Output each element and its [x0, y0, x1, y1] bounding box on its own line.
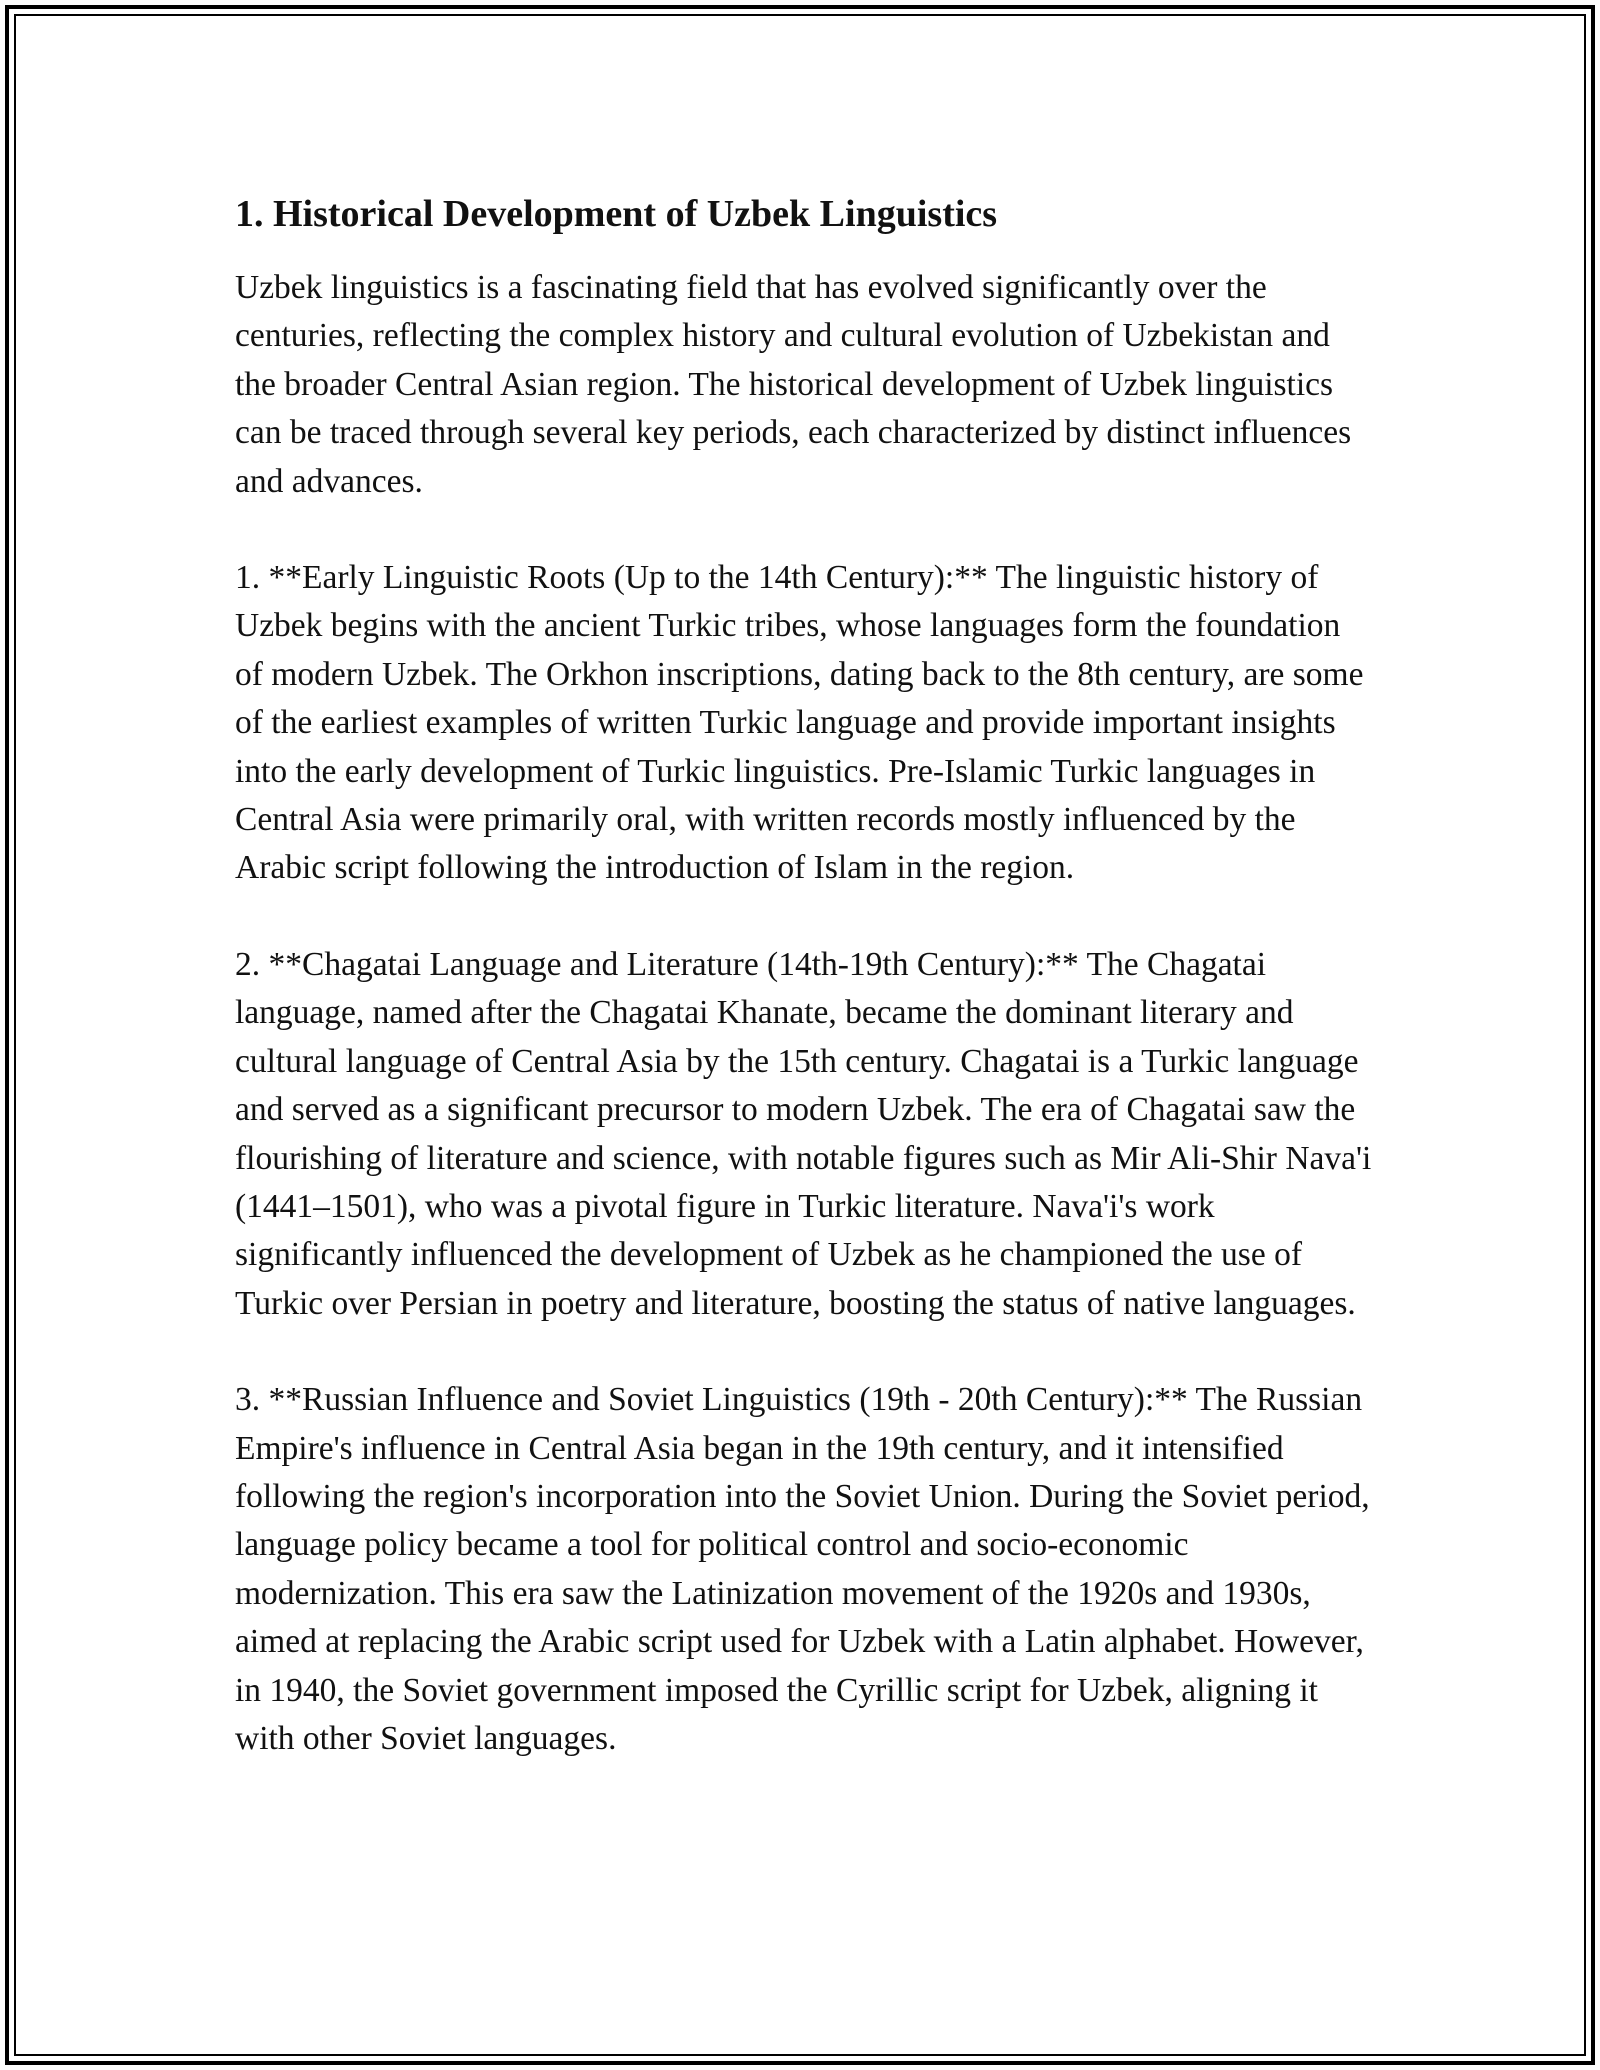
document-body: [235, 188, 1375, 1811]
paragraph-chagatai: 2. **Chagatai Language and Literature (14th-19th Century):** The Chagatai language, named after the Chagatai Khanate, became the dominant literary and cultural language of Central Asia by the 15th century. Chagatai is a Turkic language and served as a significant precursor to modern Uzbek. The era of Chagatai saw the flourishing of literature and science, with notable figures such as Mir Ali-Shir Nava'i (1441–1501), who was a pivotal figure in Turkic literature. Nava'i's work significantly influenced the development of Uzbek as he championed the use of Turkic over Persian in poetry and literature, boosting the status of native languages.: [235, 945, 1372, 1322]
intro-paragraph: Uzbek linguistics is a fascinating field that has evolved significantly over the centuries, reflecting the complex history and cultural evolution of Uzbekistan and the broader Central Asian region. The historical development of Uzbek linguistics can be traced through several key periods, each characterized by distinct influences and advances.: [235, 269, 1352, 500]
paragraph-russian-soviet: 3. **Russian Influence and Soviet Linguistics (19th - 20th Century):** The Russian Empire's influence in Central Asia began in the 19th century, and it intensified following the region's incorporation into the Soviet Union. During the Soviet period, language policy became a tool for political control and socio-economic modernization. This era saw the Latinization movement of the 1920s and 1930s, aimed at replacing the Arabic script used for Uzbek with a Latin alphabet. However, in 1940, the Soviet government imposed the Cyrillic script for Uzbek, aligning it with other Soviet languages.: [235, 1381, 1370, 1757]
paragraph-early-roots: 1. **Early Linguistic Roots (Up to the 14th Century):** The linguistic history of Uzbek begins with the ancient Turkic tribes, whose languages form the foundation of modern Uzbek. The Orkhon inscriptions, dating back to the 8th century, are some of the earliest examples of written Turkic language and provide important insights into the early development of Turkic linguistics. Pre-Islamic Turkic languages in Central Asia were primarily oral, with written records mostly influenced by the Arabic script following the introduction of Islam in the region.: [235, 559, 1364, 887]
section-heading: 1. Historical Development of Uzbek Linguistics: [235, 193, 998, 235]
